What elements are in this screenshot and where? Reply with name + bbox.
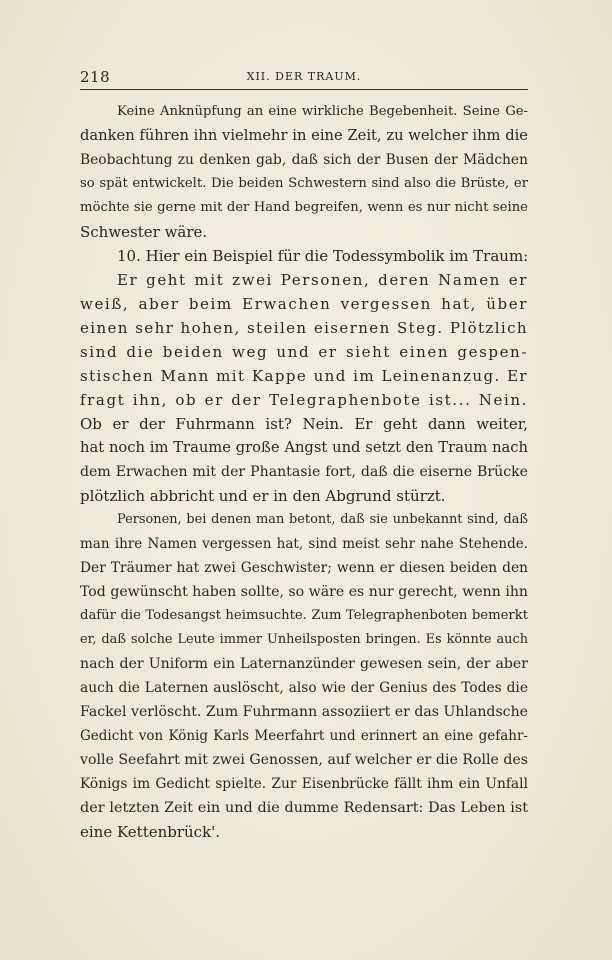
text-line: sind die beiden weg und er sieht einen gespen- [80,343,528,361]
text-line: stischen Mann mit Kappe und im Leinenanzug. Er [80,367,528,385]
page-header [80,68,528,88]
text-line: Der Träumer hat zwei Geschwister; wenn er diesen beiden den [80,560,528,576]
text-line: Beobachtung zu denken gab, daß sich der Busen der Mädchen [80,152,528,168]
text-line: dafür die Todesangst heimsuchte. Zum Telegraphenboten bemerkt [80,608,528,623]
text-line: dem Erwachen mit der Phantasie fort, daß die eiserne Brücke [80,464,528,480]
text-line: Er geht mit zwei Personen, deren Namen er [117,271,528,289]
text-line: Schwester wäre. [80,223,208,241]
text-line: möchte sie gerne mit der Hand begreifen, wenn es nur nicht seine [80,200,528,215]
text-line: hat noch im Traume große Angst und setzt den Traum nach [80,439,528,456]
text-line: Gedicht von König Karls Meerfahrt und erinnert an eine gefahr- [80,728,528,744]
text-line: eine Kettenbrück'. [80,823,221,841]
text-line: einen sehr hohen, steilen eisernen Steg. Plötzlich [80,319,528,337]
text-line: er, daß solche Leute immer Unheilsposten bringen. Es könnte auch [80,632,528,647]
page-number: 218 [80,68,111,86]
text-line: Königs im Gedicht spielte. Zur Eisenbrücke fällt ihm ein Unfall [80,776,528,792]
text-line: plötzlich abbricht und er in den Abgrund stürzt. [80,487,446,505]
text-line: danken führen ihn vielmehr in eine Zeit, zu welcher ihm die [80,127,528,144]
text-line: auch die Laternen auslöscht, also wie der Genius des Todes die [80,680,528,696]
text-line: volle Seefahrt mit zwei Genossen, auf welcher er die Rolle des [80,752,528,768]
text-line: der letzten Zeit ein und die dumme Redensart: Das Leben ist [80,800,528,816]
text-line: fragt ihn, ob er der Telegraphenbote ist... Nein. [80,391,528,409]
text-line: man ihre Namen vergessen hat, sind meist sehr nahe Stehende. [80,536,528,552]
text-line: nach der Uniform ein Laternanzünder gewesen sein, der aber [80,656,528,672]
text-line: Fackel verlöscht. Zum Fuhrmann assoziiert er das Uhlandsche [80,704,528,720]
running-head: XII. DER TRAUM. [246,70,362,83]
text-line: Personen, bei denen man betont, daß sie unbekannt sind, daß [117,512,528,527]
text-line: Tod gewünscht haben sollte, so wäre es nur gerecht, wenn ihn [80,584,528,600]
text-line: Ob er der Fuhrmann ist? Nein. Er geht dann weiter, [80,415,528,433]
text-line: 10. Hier ein Beispiel für die Todessymbolik im Traum: [117,247,529,265]
text-line: so spät entwickelt. Die beiden Schwestern sind also die Brüste, er [80,176,528,191]
text-line: weiß, aber beim Erwachen vergessen hat, über [80,295,528,313]
header-rule [80,89,528,90]
text-line: Keine Anknüpfung an eine wirkliche Begebenheit. Seine Ge- [117,104,528,119]
body-text [80,100,528,844]
